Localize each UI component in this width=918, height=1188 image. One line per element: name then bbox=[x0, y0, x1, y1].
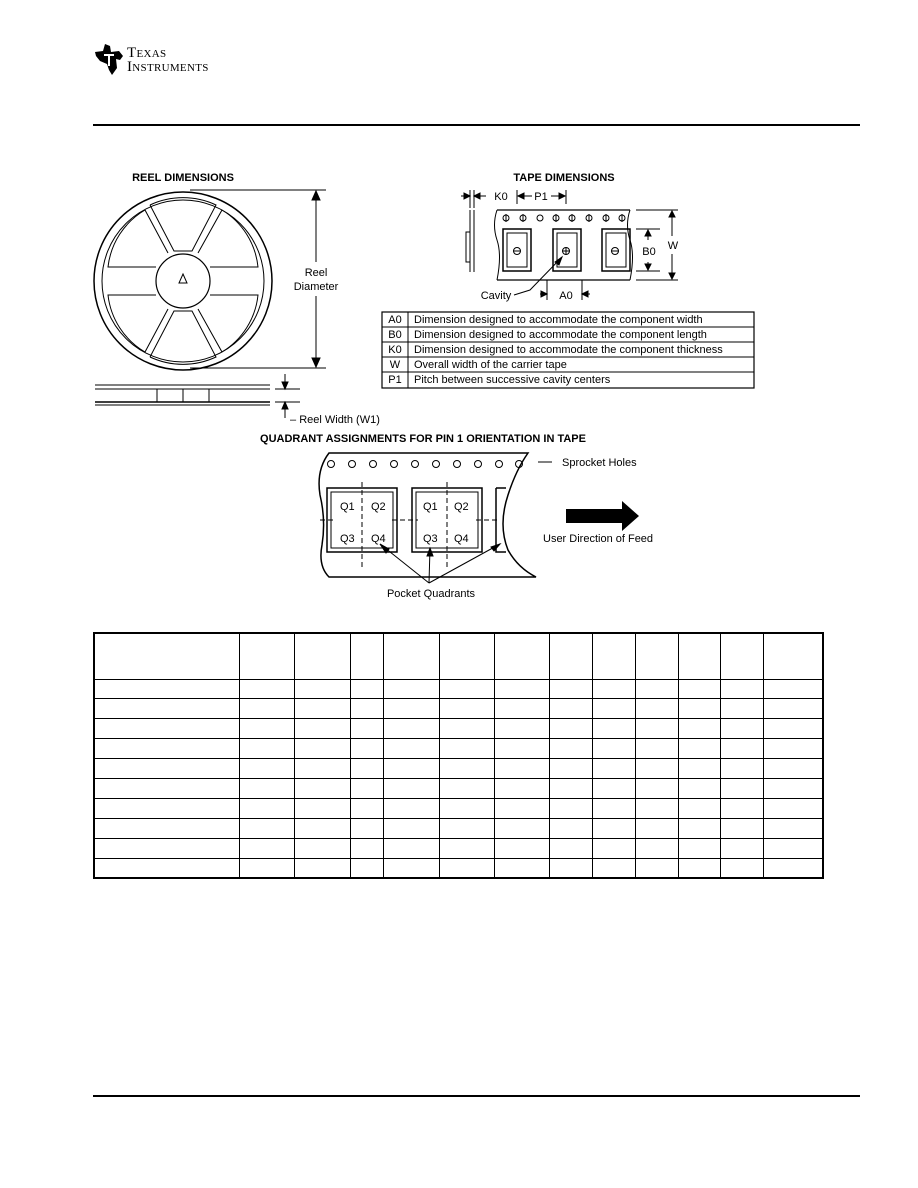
quadrant-q3-a: Q3 bbox=[340, 533, 355, 545]
quadrant-q2-a: Q2 bbox=[371, 501, 386, 513]
footer-rule bbox=[93, 1095, 860, 1097]
legend-row-2 bbox=[388, 344, 723, 356]
legend-row-3 bbox=[390, 359, 567, 371]
quadrant-q3-b: Q3 bbox=[423, 533, 438, 545]
table-row bbox=[94, 679, 823, 699]
tape-w-label: W bbox=[667, 240, 679, 252]
table-row bbox=[94, 818, 823, 838]
legend-desc: Pitch between successive cavity centers bbox=[414, 374, 611, 386]
logo-line1: Texas bbox=[127, 45, 167, 61]
reel-diameter-label-1: Reel bbox=[304, 267, 328, 279]
quadrant-q4-a: Q4 bbox=[371, 533, 386, 545]
legend-desc: Dimension designed to accommodate the component width bbox=[414, 314, 703, 326]
legend-desc: Dimension designed to accommodate the component length bbox=[414, 329, 707, 341]
quadrant-tape-drawing bbox=[319, 453, 552, 583]
quadrant-q1-a: Q1 bbox=[340, 501, 355, 513]
table-row bbox=[94, 858, 823, 878]
quadrant-q4-b: Q4 bbox=[454, 533, 469, 545]
table-row bbox=[94, 798, 823, 818]
table-row bbox=[94, 759, 823, 779]
legend-desc: Dimension designed to accommodate the component thickness bbox=[414, 344, 723, 356]
tape-b0-label: B0 bbox=[642, 246, 656, 258]
legend-code: A0 bbox=[388, 314, 402, 326]
tape-dimension-lines bbox=[461, 190, 678, 300]
quadrant-title: QUADRANT ASSIGNMENTS FOR PIN 1 ORIENTATION IN TAPE bbox=[260, 433, 586, 445]
tape-reel-data-table bbox=[93, 632, 824, 879]
legend-row-0 bbox=[388, 314, 702, 326]
legend-code: B0 bbox=[388, 329, 402, 341]
reel-title: REEL DIMENSIONS bbox=[132, 172, 234, 184]
tape-title: TAPE DIMENSIONS bbox=[513, 172, 615, 184]
sprocket-holes-label: Sprocket Holes bbox=[562, 457, 637, 469]
tape-p1-label: P1 bbox=[534, 191, 548, 203]
legend-desc: Overall width of the carrier tape bbox=[414, 359, 567, 371]
table-row bbox=[94, 739, 823, 759]
tape-a0-label: A0 bbox=[559, 290, 573, 302]
feed-direction-arrow-icon bbox=[566, 501, 639, 531]
table-header-row bbox=[94, 633, 823, 679]
feed-direction-label: User Direction of Feed bbox=[543, 533, 654, 545]
reel-width-label: – Reel Width (W1) bbox=[290, 414, 380, 426]
quadrant-q2-b: Q2 bbox=[454, 501, 469, 513]
legend-code: W bbox=[389, 359, 401, 371]
pocket-quadrants-label: Pocket Quadrants bbox=[386, 588, 476, 600]
table-row bbox=[94, 699, 823, 719]
table-row bbox=[94, 838, 823, 858]
tape-k0-label: K0 bbox=[494, 191, 508, 203]
reel-side-view bbox=[95, 374, 300, 418]
tape-cavity-label: Cavity bbox=[480, 290, 512, 302]
reel-drawing bbox=[94, 192, 272, 370]
legend-code: K0 bbox=[388, 344, 402, 356]
legend-row-4 bbox=[388, 374, 610, 386]
table-row bbox=[94, 778, 823, 798]
table-row bbox=[94, 719, 823, 739]
reel-diameter-label-2: Diameter bbox=[293, 281, 339, 293]
legend-code: P1 bbox=[388, 374, 402, 386]
logo-line2: Instruments bbox=[127, 59, 209, 75]
quadrant-q1-b: Q1 bbox=[423, 501, 438, 513]
legend-row-1 bbox=[388, 329, 707, 341]
